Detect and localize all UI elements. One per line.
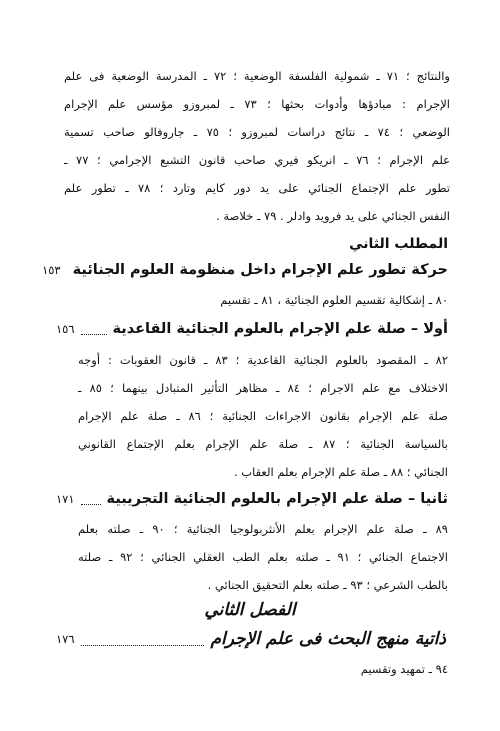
text-line: والنتائج ؛ ٧١ ـ شمولية الفلسفة الوضعية ؛ ٧٢ ـ المدرسة الوضعية فى علم <box>64 69 450 83</box>
text-line: ٨٠ ـ إشكالية تقسيم العلوم الجنائية ، ٨١ ـ تقسيم <box>220 293 448 307</box>
text-line: تطور علم الإجتماع الجنائي على يد دور كايم وتارد ؛ ٧٨ ـ تطور علم <box>64 181 450 195</box>
page-number: ١٧٦ <box>56 632 75 646</box>
toc-heading <box>56 488 448 510</box>
text-line: علم الإجرام ؛ ٧٦ ـ انريكو فيري صاحب قانون التشبع الإجرامي ؛ ٧٧ ـ <box>64 153 450 167</box>
text-line: الاجتماع الجنائي ؛ ٩١ ـ صلته بعلم الطب العقلي الجنائي ؛ ٩٢ ـ صلته <box>78 550 448 564</box>
section-label: المطلب الثاني <box>349 236 448 252</box>
chapter-heading <box>56 626 446 652</box>
text-line: الجنائي ؛ ٨٨ ـ صلة علم الإجرام بعلم العقاب . <box>233 465 448 479</box>
text-line: ٨٢ ـ المقصود بالعلوم الجنائية القاعدية ؛ ٨٣ ـ قانون العقوبات : أوجه <box>78 353 448 367</box>
heading-text: ثانيا – صلة علم الإجرام بالعلوم الجنائية التجريبية <box>106 491 448 507</box>
heading-text: حركة تطور علم الإجرام داخل منظومة العلوم الجنائية <box>72 262 448 278</box>
leader-dots <box>81 494 101 505</box>
leader-dots <box>81 324 107 335</box>
text-line: الوضعي ؛ ٧٤ ـ نتائج دراسات لمبروزو ؛ ٧٥ ـ جاروفالو صاحب تسمية <box>64 125 450 139</box>
text-line: ٩٤ ـ تمهيد وتقسيم <box>360 662 448 676</box>
text-line: الإجرام : مبادؤها وأدوات بحثها ؛ ٧٣ ـ لمبروزو مؤسس علم الإجرام <box>64 97 450 111</box>
page-number: ١٥٣ <box>42 263 61 277</box>
text-line: بالطب الشرعي ؛ ٩٣ ـ صلته بعلم التحقيق الجنائي . <box>207 578 448 592</box>
chapter-label: الفصل الثاني <box>204 600 296 620</box>
heading-text: أولا – صلة علم الإجرام بالعلوم الجنائية القاعدية <box>112 321 448 337</box>
text-line: النفس الجنائي على يد فرويد وادلر . ٧٩ ـ خلاصة . <box>216 209 450 223</box>
page-number: ١٥٦ <box>56 322 75 336</box>
text-line: ٨٩ ـ صلة علم الإجرام بعلم الأنثربولوجيا الجنائية ؛ ٩٠ ـ صلته بعلم <box>78 522 448 536</box>
text-line: صلة علم الإجرام بقانون الاجراءات الجنائية ؛ ٨٦ ـ صلة علم الإجرام <box>78 409 448 423</box>
text-line: بالسياسة الجنائية ؛ ٨٧ ـ صلة علم الإجرام بعلم الإجتماع القانوني <box>78 437 448 451</box>
text-line: الاختلاف مع علم الاجرام ؛ ٨٤ ـ مظاهر التأثير المتبادل بينهما ؛ ٨٥ ـ <box>78 381 448 395</box>
toc-heading <box>42 259 448 281</box>
toc-heading <box>56 318 448 340</box>
heading-text: ذاتية منهج البحث فى علم الإجرام <box>210 629 446 649</box>
leader-dots <box>81 633 205 646</box>
page-number: ١٧١ <box>56 492 75 506</box>
